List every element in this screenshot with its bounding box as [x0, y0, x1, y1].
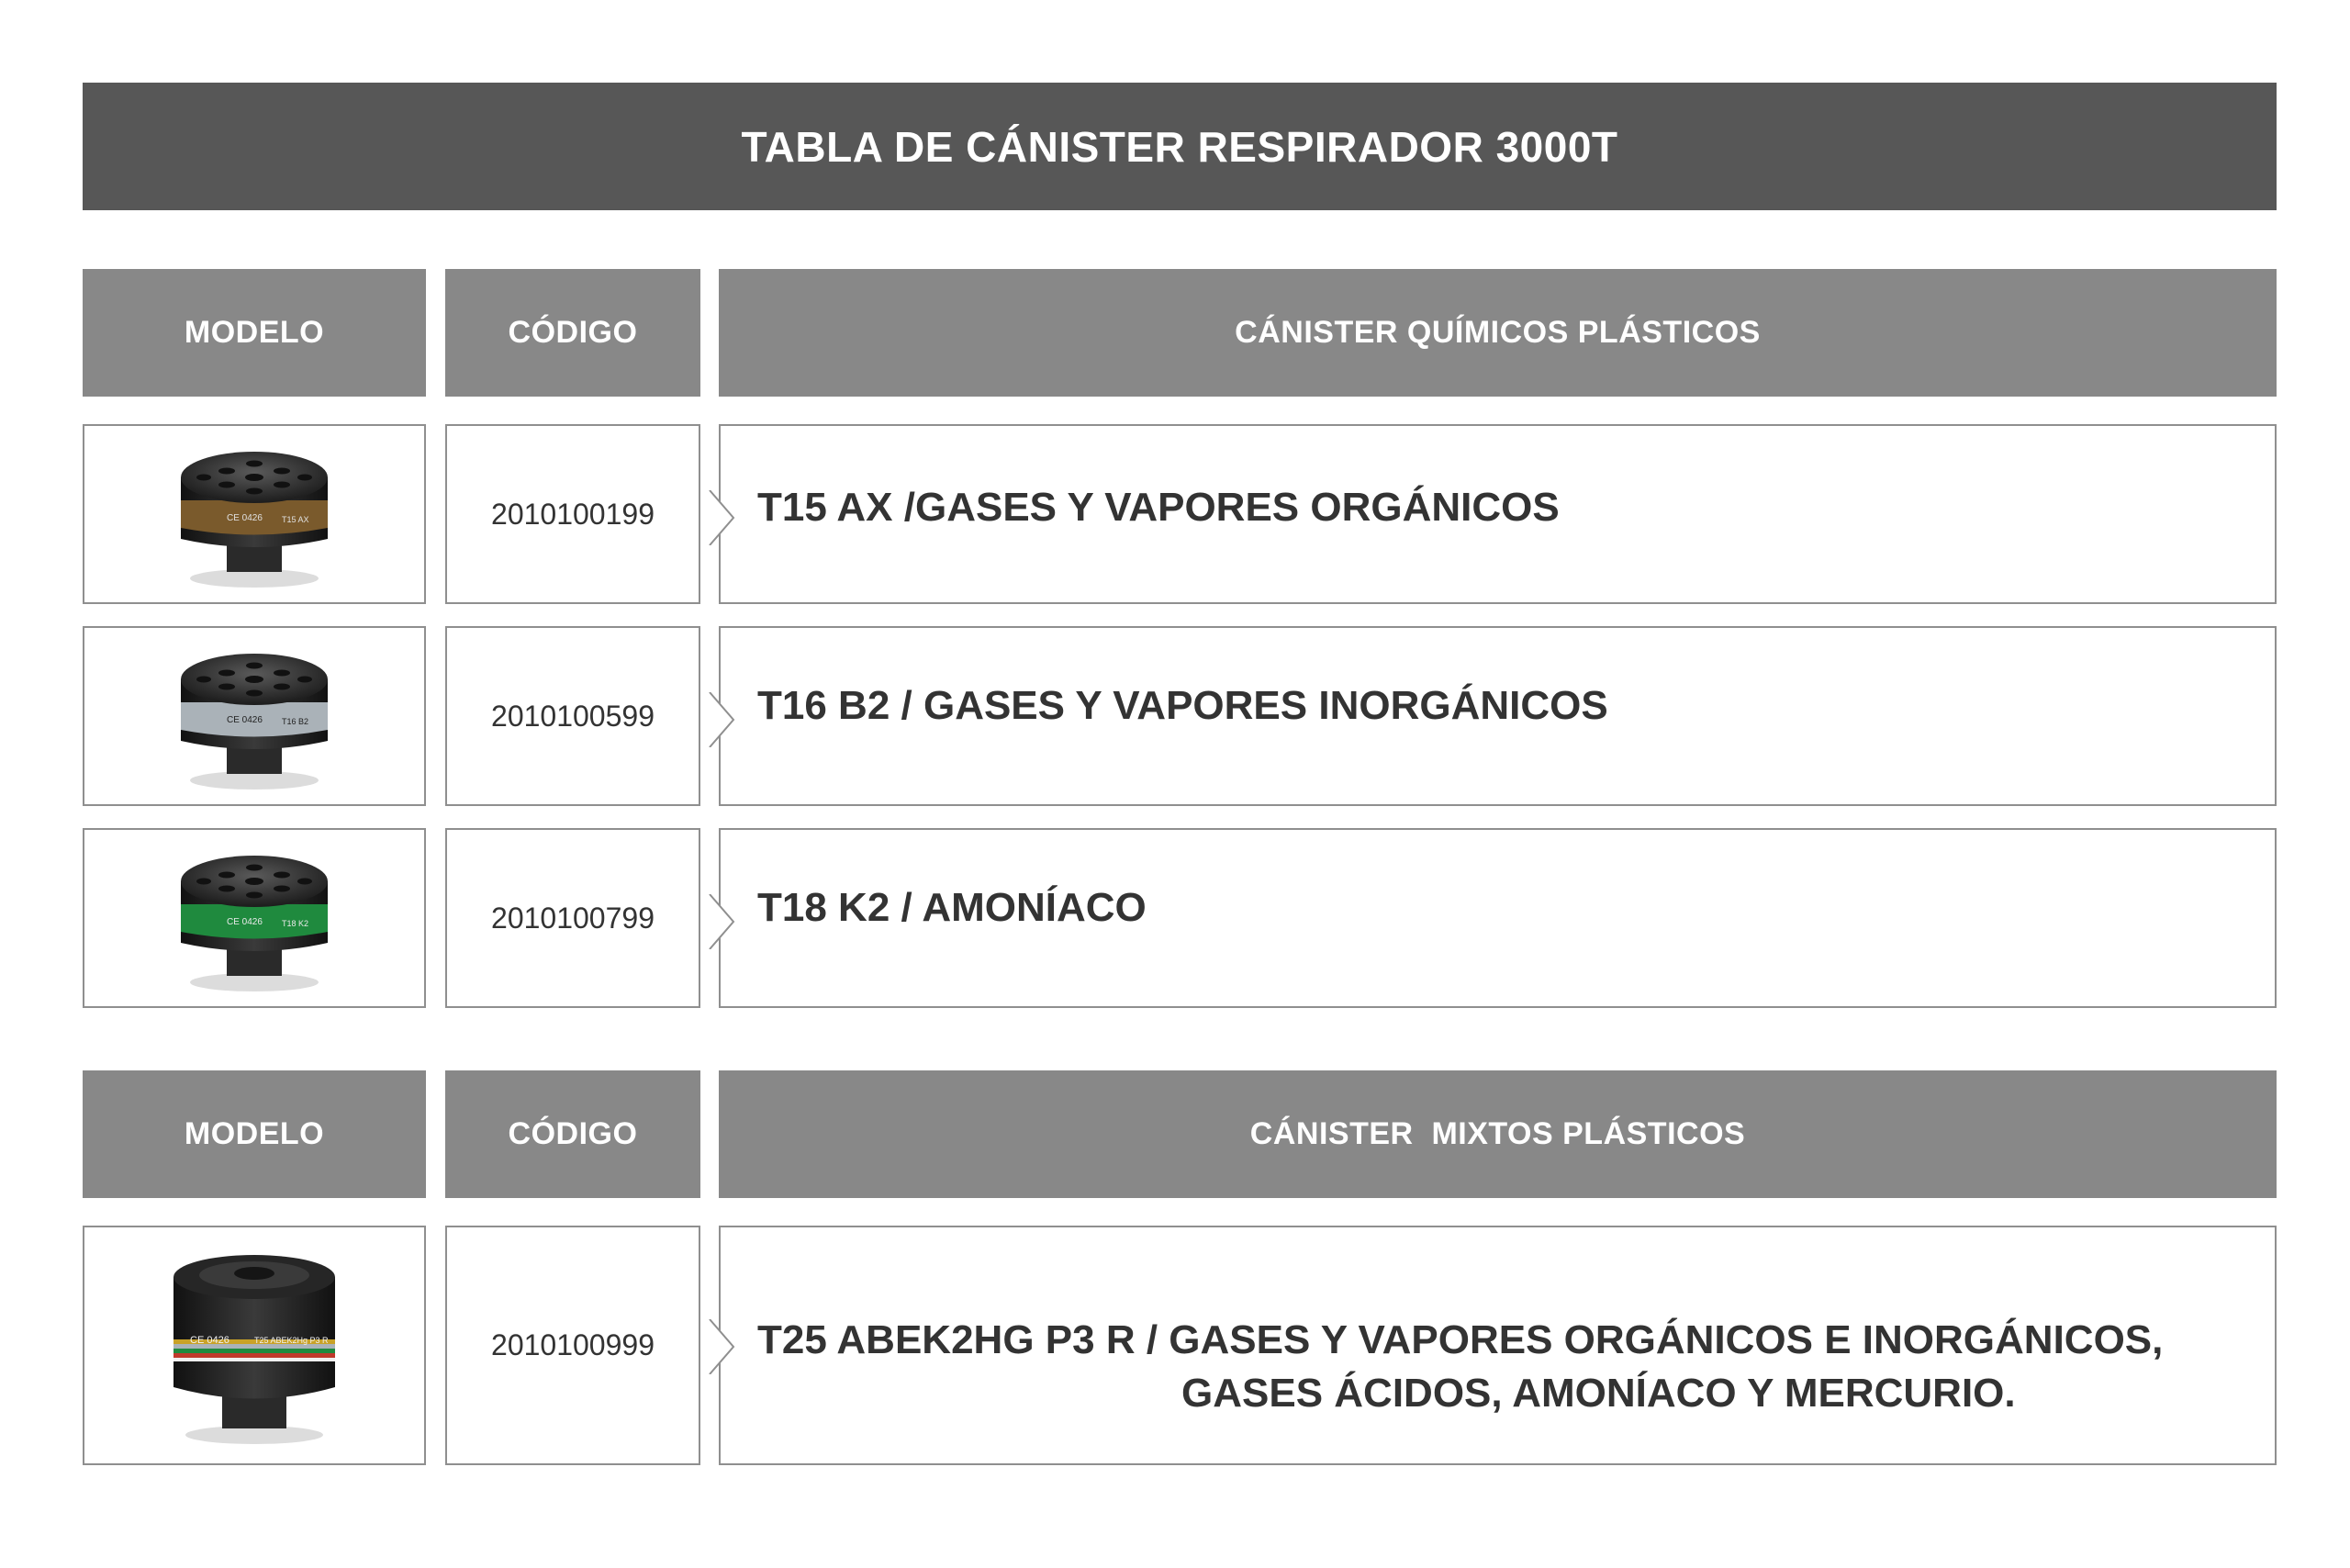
product-code: 2010100999	[445, 1226, 700, 1465]
canister-image-cell	[83, 828, 426, 1008]
svg-text:CE 0426: CE 0426	[190, 1334, 229, 1346]
product-description: T16 B2 / GASES Y VAPORES INORGÁNICOS	[719, 626, 2277, 806]
product-description: T18 K2 / AMONÍACO	[719, 828, 2277, 1008]
header-code: CÓDIGO	[445, 1070, 700, 1198]
canister-t15-ax-image	[162, 436, 346, 592]
header-model: MODELO	[83, 269, 426, 397]
canister-t25-abek2hg-p3-image	[153, 1240, 355, 1451]
description-line-1: T25 ABEK2HG P3 R / GASES Y VAPORES ORGÁNICOS E INORGÁNICOS,	[757, 1317, 2164, 1362]
header-code: CÓDIGO	[445, 269, 700, 397]
canister-t18-k2-image	[162, 840, 346, 996]
page-title: TABLA DE CÁNISTER RESPIRADOR 3000T	[83, 83, 2277, 210]
svg-text:T18 K2: T18 K2	[282, 919, 309, 928]
svg-text:CE 0426: CE 0426	[227, 715, 263, 725]
canister-image-cell	[83, 424, 426, 604]
header-model: MODELO	[83, 1070, 426, 1198]
canister-t16-b2-image	[162, 638, 346, 794]
svg-text:T15 AX: T15 AX	[282, 515, 309, 524]
canister-image-cell	[83, 626, 426, 806]
svg-text:CE 0426: CE 0426	[227, 513, 263, 523]
product-code: 2010100199	[445, 424, 700, 604]
chevron-right-icon	[708, 894, 744, 949]
header-description: CÁNISTER MIXTOS PLÁSTICOS	[719, 1070, 2277, 1198]
product-description	[719, 1226, 2277, 1465]
canister-image-cell	[83, 1226, 426, 1465]
chevron-right-icon	[708, 490, 744, 545]
product-code: 2010100599	[445, 626, 700, 806]
product-code: 2010100799	[445, 828, 700, 1008]
svg-text:CE 0426: CE 0426	[227, 917, 263, 927]
svg-text:T25 ABEK2Hg P3 R: T25 ABEK2Hg P3 R	[254, 1335, 329, 1345]
svg-text:T16 B2: T16 B2	[282, 717, 309, 726]
product-description: T15 AX /GASES Y VAPORES ORGÁNICOS	[719, 424, 2277, 604]
chevron-right-icon	[708, 1319, 744, 1374]
chevron-right-icon	[708, 692, 744, 747]
header-description: CÁNISTER QUÍMICOS PLÁSTICOS	[719, 269, 2277, 397]
description-line-2: GASES ÁCIDOS, AMONÍACO Y MERCURIO.	[1181, 1371, 2016, 1416]
